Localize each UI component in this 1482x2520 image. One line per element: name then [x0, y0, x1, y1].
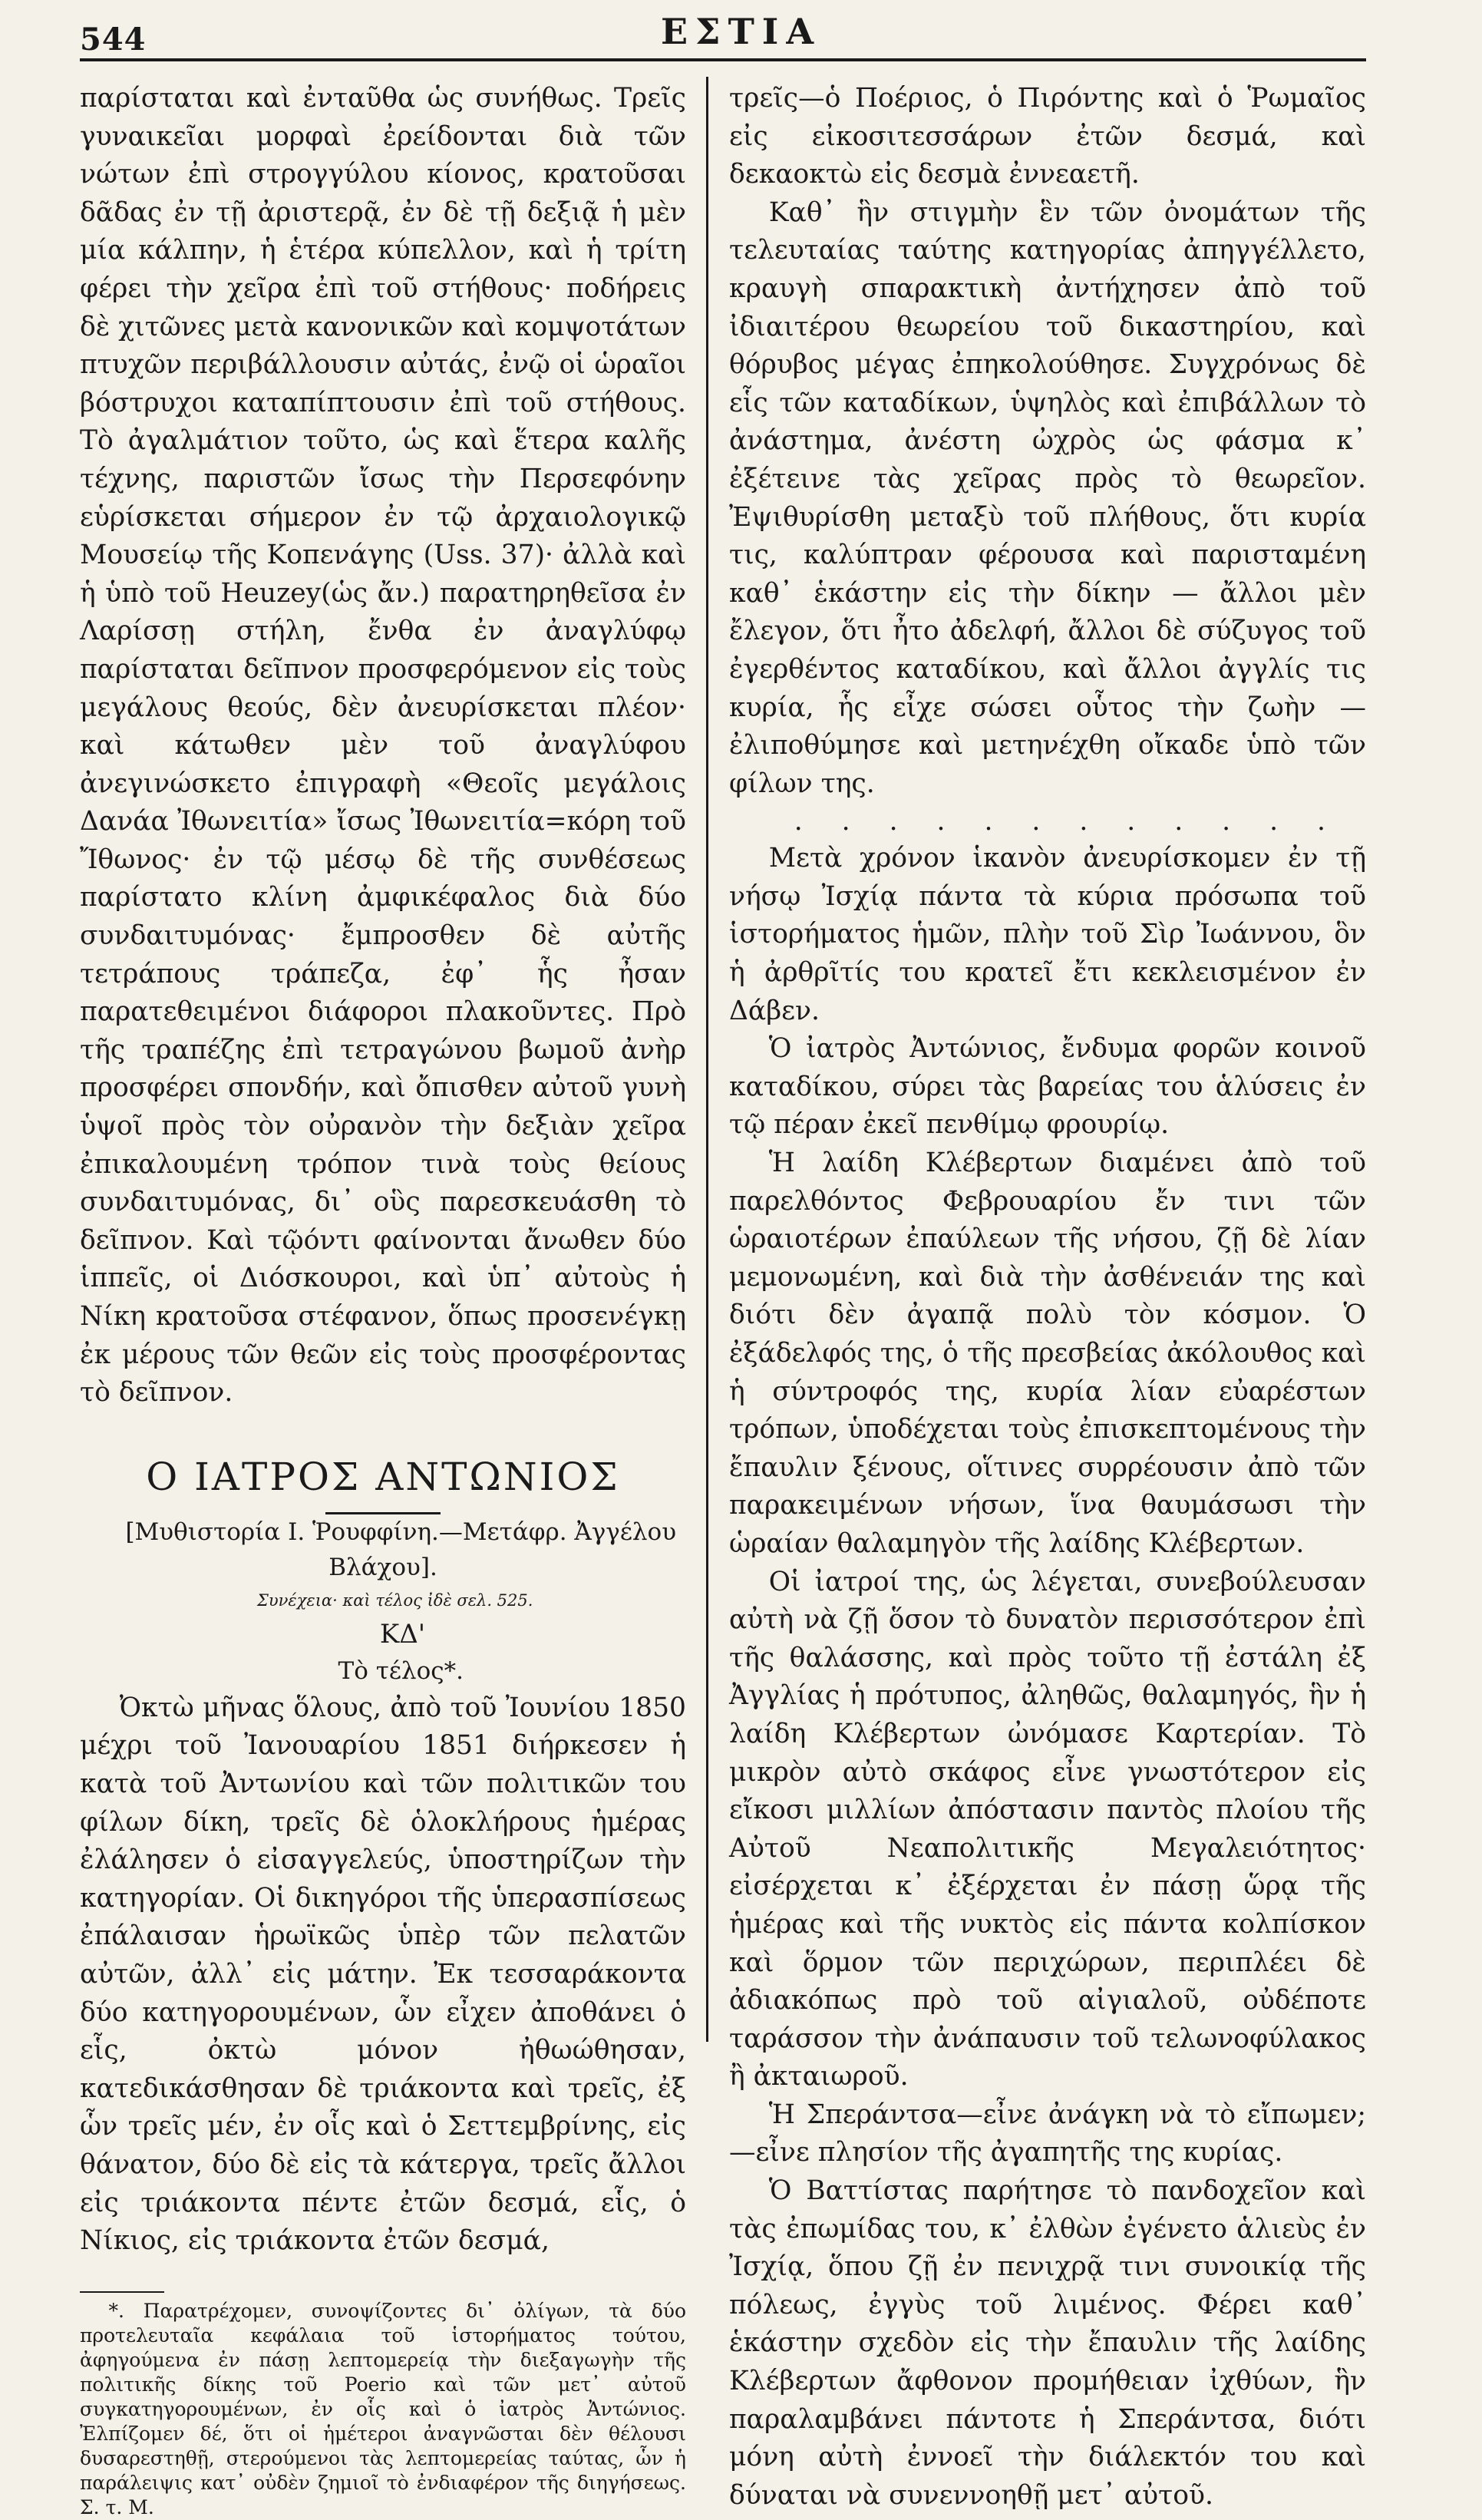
body-paragraph: Ὁ Βαττίστας παρήτησε τὸ πανδοχεῖον καὶ τὰς ἐπωμίδας του, κ᾿ ἐλθὼν ἐγένετο ἁλιεὺς ἐν Ἰσχίᾳ, ὅπου ζῇ ἐν πενιχρᾷ τινι συνοικίᾳ τῆς πόλεως, ἐγγὺς τοῦ λιμένος. Φέρει καθ᾿ ἑκάστην σχεδὸν εἰς τὴν ἔπαυλιν τῆς λαίδης Κλέβερτων ἄφθονον προμήθειαν ἰχθύων, ἣν παραλαμβάνει πάντοτε ἡ Σπεράντσα, διότι μόνη αὐτὴ ἐννοεῖ τὴν διάλεκτόν του καὶ δύναται νὰ συνεννοηθῇ μετ᾿ αὐτοῦ. — [729, 2175, 1366, 2511]
footnote: *. Παρατρέχομεν, συνοψίζοντες δι᾿ ὀλίγων, τὰ δύο προτελευταῖα κεφάλαια τοῦ ἱστορήματος τούτου, ἀφηγούμενα ἐν πάσῃ λεπτομερείᾳ τὴν διεξαγωγὴν τῆς πολιτικῆς δίκης τοῦ Poerio καὶ τῶν μετ᾿ αὐτοῦ συγκατηγορουμένων, ἐν οἷς καὶ ὁ ἰατρὸς Ἀντώνιος. Ἐλπίζομεν δέ, ὅτι οἱ ἡμέτεροι ἀναγνῶσται δὲν θέλουσι δυσαρεστηθῇ, στερούμενοι τὰς λεπτομερείας ταύτας, ὧν ἡ παράλειψις κατ᾿ οὐδὲν ζημιοῖ τὸ ἐνδιαφέρον τῆς διηγήσεως. Σ. τ. Μ. — [80, 2299, 686, 2518]
left-column — [80, 80, 686, 2520]
body-paragraph: Οἱ ἰατροί της, ὡς λέγεται, συνεβούλευσαν αὐτὴ νὰ ζῇ ὅσον τὸ δυνατὸν περισσότερον ἐπὶ τῆς θαλάσσης, καὶ πρὸς τοῦτο τῇ ἐστάλη ἐξ Ἀγγλίας ἡ πρότυπος, ἀληθῶς, θαλαμηγός, ἣν ἡ λαίδη Κλέβερτων ὠνόμασε Καρτερίαν. Τὸ μικρὸν αὐτὸ σκάφος εἶνε γνωστότερον εἰς εἴκοσι μιλλίων ἀπόστασιν παντὸς πλοίου τῆς Αὐτοῦ Νεαπολιτικῆς Μεγαλειότητος· εἰσέρχεται κ᾿ ἐξέρχεται ἐν πάσῃ ὥρᾳ τῆς ἡμέρας καὶ τῆς νυκτὸς εἰς πάντα κολπίσκον καὶ ὅρμον τῶν περιχώρων, περιπλέει δὲ ἀδιακόπως πρὸ τοῦ αἰγιαλοῦ, οὐδέποτε ταράσσον τὴν ἀνάπαυσιν τοῦ τελωνοφύλακος ἢ ἀκταιωροῦ. — [729, 1566, 1366, 2092]
running-head: ΕΣΤΙΑ — [660, 11, 822, 52]
footnote-rule — [80, 2291, 164, 2293]
continuation-note: Συνέχεια· καὶ τέλος ἰδὲ σελ. 525. — [257, 1590, 533, 1610]
chapter-title: Τὸ τέλος*. — [338, 1656, 464, 1685]
body-paragraph: Ὁ ἰατρὸς Ἀντώνιος, ἔνδυμα φορῶν κοινοῦ καταδίκου, σύρει τὰς βαρείας του ἁλύσεις ἐν τῷ πέραν ἐκεῖ πενθίμῳ φρουρίῳ. — [729, 1033, 1366, 1141]
body-paragraph: Μετὰ χρόνον ἱκανὸν ἀνευρίσκομεν ἐν τῇ νήσῳ Ἰσχίᾳ πάντα τὰ κύρια πρόσωπα τοῦ ἱστορήματος ἡμῶν, πλὴν τοῦ Σὶρ Ἰωάννου, ὃν ἡ ἀρθρῖτίς του κρατεῖ ἔτι κεκλεισμένον ἐν Δάβεν. — [729, 843, 1366, 1026]
column-rule — [706, 77, 708, 2042]
story-paragraph: Ὀκτὼ μῆνας ὅλους, ἀπὸ τοῦ Ἰουνίου 1850 μέχρι τοῦ Ἰανουαρίου 1851 διήρκεσεν ἡ κατὰ τοῦ Ἀντωνίου καὶ τῶν πολιτικῶν του φίλων δίκη, τρεῖς δὲ ὁλοκλήρους ἡμέρας ἐλάλησεν ὁ εἰσαγγελεύς, ὑποστηρίζων τὴν κατηγορίαν. Οἱ δικηγόροι τῆς ὑπερασπίσεως ἐπάλαισαν ἡρωϊκῶς ὑπὲρ τῶν πελατῶν αὐτῶν, ἀλλ᾿ εἰς μάτην. Ἐκ τεσσαράκοντα δύο κατηγορουμένων, ὧν εἶχεν ἀποθάνει ὁ εἷς, ὀκτὼ μόνον ἠθωώθησαν, κατεδικάσθησαν δὲ τριάκοντα καὶ τρεῖς, ἐξ ὧν τρεῖς μέν, ἐν οἷς καὶ ὁ Σεττεμβρίνης, εἰς θάνατον, δύο δὲ εἰς τὰ κάτεργα, τρεῖς ἄλλοι εἰς τριάκοντα πέντε ἐτῶν δεσμά, εἷς, ὁ Νίκιος, εἰς τριάκοντα ἐτῶν δεσμά, — [80, 1692, 686, 2257]
body-paragraph: Ἡ λαίδη Κλέβερτων διαμένει ἀπὸ τοῦ παρελθόντος Φεβρουαρίου ἔν τινι τῶν ὡραιοτέρων ἐπαύλεων τῆς νήσου, ζῇ δὲ λίαν μεμονωμένη, καὶ διὰ τὴν ἀσθένειάν της καὶ διότι δὲν ἀγαπᾷ πολὺ τὸν κόσμον. Ὁ ἐξάδελφός της, ὁ τῆς πρεσβείας ἀκόλουθος καὶ ἡ σύντροφός της, κυρία λίαν εὐαρέστων τρόπων, ὑποδέχεται τοὺς ἐπισκεπτομένους τὴν ἔπαυλιν ξένους, οἵτινες συρρέουσιν ἀπὸ τῶν παρακειμένων νήσων, ἵνα θαυμάσωσι τὴν ὡραίαν θαλαμηγὸν τῆς λαίδης Κλέβερτων. — [729, 1148, 1366, 1559]
body-paragraph: τρεῖς—ὁ Ποέριος, ὁ Πιρόντης καὶ ὁ Ῥωμαῖος εἰς εἰκοσιτεσσάρων ἐτῶν δεσμά, καὶ δεκαοκτὼ εἰς δεσμὰ ἐννεαετῆ. — [729, 83, 1366, 190]
story-subtitle: [Μυθιστορία Ι. Ῥουφφίνη.—Μετάφρ. Ἀγγέλου Βλάχου]. — [125, 1518, 677, 1581]
ellipsis-separator: . . . . . . . . . . . . — [794, 806, 1341, 837]
body-paragraph: Καθ᾿ ἣν στιγμὴν ἓν τῶν ὀνομάτων τῆς τελευταίας ταύτης κατηγορίας ἀπηγγέλλετο, κραυγὴ σπαρακτικὴ ἀντήχησεν ἀπὸ τοῦ ἰδιαιτέρου θεωρείου τοῦ δικαστηρίου, καὶ θόρυβος μέγας ἐπηκολούθησε. Συγχρόνως δὲ εἷς τῶν καταδίκων, ὑψηλὸς καὶ ἐπιβάλλων τὸ ἀνάστημα, ἀνέστη ὠχρὸς ὡς φάσμα κ᾿ ἐξέτεινε τὰς χεῖρας πρὸς τὸ θεωρεῖον. Ἐψιθυρίσθη μεταξὺ τοῦ πλήθους, ὅτι κυρία τις, καλύπτραν φέρουσα καὶ παρισταμένη καθ᾿ ἑκάστην εἰς τὴν δίκην — ἄλλοι μὲν ἔλεγον, ὅτι ἦτο ἀδελφή, ἄλλοι δὲ σύζυγος τοῦ ἐγερθέντος καταδίκου, καὶ ἄλλοι ἀγγλίς τις κυρία, ἧς εἶχε σώσει οὗτος τὴν ζωὴν — ἐλιποθύμησε καὶ μετηνέχθη οἴκαδε ὑπὸ τῶν φίλων της. — [729, 197, 1366, 799]
story-title: Ο ΙΑΤΡΟΣ ΑΝΤΩΝΙΟΣ — [146, 1454, 620, 1499]
right-column — [729, 80, 1366, 2515]
body-paragraph: Ἡ Σπεράντσα—εἶνε ἀνάγκη νὰ τὸ εἴπωμεν;—εἶνε πλησίον τῆς ἀγαπητῆς της κυρίας. — [729, 2099, 1366, 2168]
chapter-number: ΚΔ' — [379, 1618, 426, 1650]
body-paragraph: παρίσταται καὶ ἐνταῦθα ὡς συνήθως. Τρεῖς γυναικεῖαι μορφαὶ ἐρείδονται διὰ τῶν νώτων ἐπὶ στρογγύλου κίονος, κρατοῦσαι δᾶδας ἐν τῇ ἀριστερᾷ, ἐν δὲ τῇ δεξιᾷ ἡ μὲν μία κάλπην, ἡ ἑτέρα κύπελλον, καὶ ἡ τρίτη φέρει τὴν χεῖρα ἐπὶ τοῦ στήθους· ποδήρεις δὲ χιτῶνες μετὰ κανονικῶν καὶ κομψοτάτων πτυχῶν περιβάλλουσιν αὐτάς, ἐνῷ οἱ ὡραῖοι βόστρυχοι καταπίπτουσιν ἐπὶ τοῦ στήθους. Τὸ ἀγαλμάτιον τοῦτο, ὡς καὶ ἕτερα καλῆς τέχνης, παριστῶν ἴσως τὴν Περσεφόνην εὑρίσκεται σήμερον ἐν τῷ ἀρχαιολογικῷ Μουσείῳ τῆς Κοπενάγης (Uss. 37)· ἀλλὰ καὶ ἡ ὑπὸ τοῦ Heuzey(ὡς ἄν.) παρατηρηθεῖσα ἐν Λαρίσσῃ στήλη, ἔνθα ἐν ἀναγλύφῳ παρίσταται δεῖπνον προσφερόμενον εἰς τοὺς μεγάλους θεούς, δὲν ἀνευρίσκεται πλέον· καὶ κάτωθεν μὲν τοῦ ἀναγλύφου ἀνεγινώσκετο ἐπιγραφὴ «Θεοῖς μεγάλοις Δανάα Ἰθωνειτία» ἴσως Ἰθωνειτία=κόρη τοῦ Ἴθωνος· ἐν τῷ μέσῳ δὲ τῆς συνθέσεως παρίστατο κλίνη ἀμφικέφαλος διὰ δύο συνδαιτυμόνας· ἔμπροσθεν δὲ αὐτῆς τετράπους τράπεζα, ἐφ᾿ ἧς ἦσαν παρατεθειμένοι διάφοροι πλακοῦντες. Πρὸ τῆς τραπέζης ἐπὶ τετραγώνου βωμοῦ ἀνὴρ προσφέρει σπονδήν, καὶ ὄπισθεν αὐτοῦ γυνὴ ὑψοῖ πρὸς τὸν οὐρανὸν τὴν δεξιὰν χεῖρα ἐπικαλουμένη τρόπον τινὰ τοὺς θείους συνδαιτυμόνας, δι᾿ οὓς παρεσκευάσθη τὸ δεῖπνον. Καὶ τῷόντι φαίνονται ἄνωθεν δύο ἱππεῖς, οἱ Διόσκουροι, καὶ ὑπ᾿ αὐτοὺς ἡ Νίκη κρατοῦσα στέφανον, ὅπως προσενέγκῃ ἐκ μέρους τῶν θεῶν εἰς τοὺς προσφέροντας τὸ δεῖπνον. — [80, 83, 686, 1409]
page-number: 544 — [80, 21, 147, 58]
header-rule — [80, 58, 1366, 61]
